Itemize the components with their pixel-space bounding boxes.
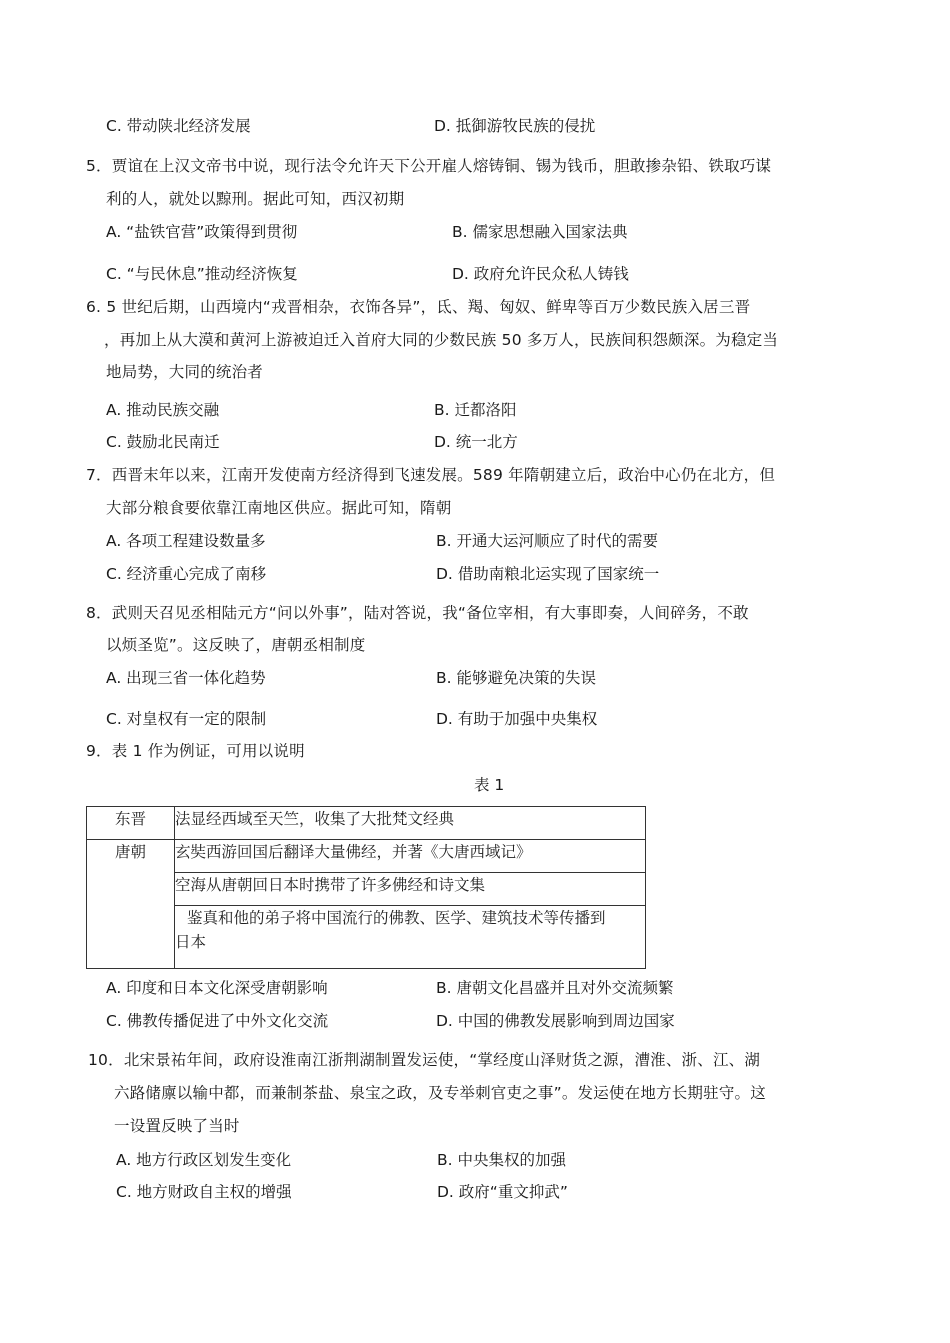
q5-stem-line1: 5．贾谊在上汉文帝书中说，现行法令允许天下公开雇人熔铸铜、锡为钱币，胆敢掺杂铅、铁取巧谋: [86, 157, 772, 175]
q8-option-b: B. 能够避免决策的失误: [436, 669, 596, 687]
q7-stem-line2: 大部分粮食要依靠江南地区供应。据此可知，隋朝: [106, 499, 452, 517]
q4-option-c: C. 带动陕北经济发展: [106, 117, 251, 135]
table-cell-line2: 日本: [175, 933, 207, 951]
q6-option-c: C. 鼓励北民南迁: [106, 433, 220, 451]
q8-stem-line2: 以烦圣览”。这反映了，唐朝丞相制度: [106, 636, 366, 654]
q5-stem-line2: 利的人，就处以黥刑。据此可知，西汉初期: [106, 190, 405, 208]
q10-option-b: B. 中央集权的加强: [437, 1151, 566, 1169]
table-cell-era: 唐朝: [87, 840, 175, 969]
table-cell-event: 空海从唐朝回日本时携带了许多佛经和诗文集: [175, 873, 646, 906]
q6-stem-line3: 地局势，大同的统治者: [106, 363, 264, 381]
q10-option-c: C. 地方财政自主权的增强: [116, 1183, 292, 1201]
q9-option-a: A. 印度和日本文化深受唐朝影响: [106, 979, 328, 997]
q9-option-b: B. 唐朝文化昌盛并且对外交流频繁: [436, 979, 674, 997]
q10-stem-line3: 一设置反映了当时: [114, 1117, 240, 1135]
q8-option-a: A. 出现三省一体化趋势: [106, 669, 266, 687]
q10-stem-line2: 六路储廪以输中都，而兼制茶盐、泉宝之政，及专举刺官吏之事”。发运使在地方长期驻守。这: [114, 1084, 766, 1102]
q7-option-c: C. 经济重心完成了南移: [106, 565, 267, 583]
q5-option-b: B. 儒家思想融入国家法典: [452, 223, 628, 241]
q10-option-a: A. 地方行政区划发生变化: [116, 1151, 292, 1169]
q5-option-d: D. 政府允许民众私人铸钱: [452, 265, 629, 283]
q6-stem-line2: ，再加上从大漠和黄河上游被迫迁入首府大同的少数民族 50 多万人，民族间积怨颇深。为稳定当: [104, 331, 779, 349]
q8-option-d: D. 有助于加强中央集权: [436, 710, 598, 728]
q10-stem-line1: 10．北宋景祐年间，政府设淮南江浙荆湖制置发运使，“掌经度山泽财货之源，漕淮、浙、江、湖: [88, 1051, 761, 1069]
q4-option-d: D. 抵御游牧民族的侵扰: [434, 117, 596, 135]
q5-option-a: A. “盐铁官营”政策得到贯彻: [106, 223, 298, 241]
table-1: [86, 806, 646, 969]
table-cell-event: [175, 906, 646, 969]
q6-option-d: D. 统一北方: [434, 433, 518, 451]
q7-stem-line1: 7．西晋末年以来，江南开发使南方经济得到飞速发展。589 年隋朝建立后，政治中心仍在北方，但: [86, 466, 776, 484]
table-cell-event: 玄奘西游回国后翻译大量佛经，并著《大唐西域记》: [175, 840, 646, 873]
q9-option-d: D. 中国的佛教发展影响到周边国家: [436, 1012, 675, 1030]
table-row: [87, 807, 646, 840]
q8-option-c: C. 对皇权有一定的限制: [106, 710, 267, 728]
table-caption: 表 1: [474, 776, 505, 794]
table-cell-event: 法显经西域至天竺，收集了大批梵文经典: [175, 807, 646, 840]
q6-option-b: B. 迁都洛阳: [434, 401, 517, 419]
q9-stem: 9．表 1 作为例证，可用以说明: [86, 742, 305, 760]
q5-option-c: C. “与民休息”推动经济恢复: [106, 265, 298, 283]
table-cell-line1: 鉴真和他的弟子将中国流行的佛教、医学、建筑技术等传播到: [187, 909, 606, 927]
q6-stem-line1: 6. 5 世纪后期，山西境内“戎晋相杂，衣饰各异”，氐、羯、匈奴、鲜卑等百万少数民族入居三晋: [86, 298, 751, 316]
q7-option-b: B. 开通大运河顺应了时代的需要: [436, 532, 658, 550]
q7-option-a: A. 各项工程建设数量多: [106, 532, 266, 550]
table-row: [87, 840, 646, 873]
table-cell-era: 东晋: [87, 807, 175, 840]
q7-option-d: D. 借助南粮北运实现了国家统一: [436, 565, 660, 583]
q6-option-a: A. 推动民族交融: [106, 401, 220, 419]
q8-stem-line1: 8．武则天召见丞相陆元方“问以外事”，陆对答说，我“备位宰相，有大事即奏，人间碎务，不敢: [86, 604, 749, 622]
q9-option-c: C. 佛教传播促进了中外文化交流: [106, 1012, 329, 1030]
q10-option-d: D. 政府“重文抑武”: [437, 1183, 568, 1201]
